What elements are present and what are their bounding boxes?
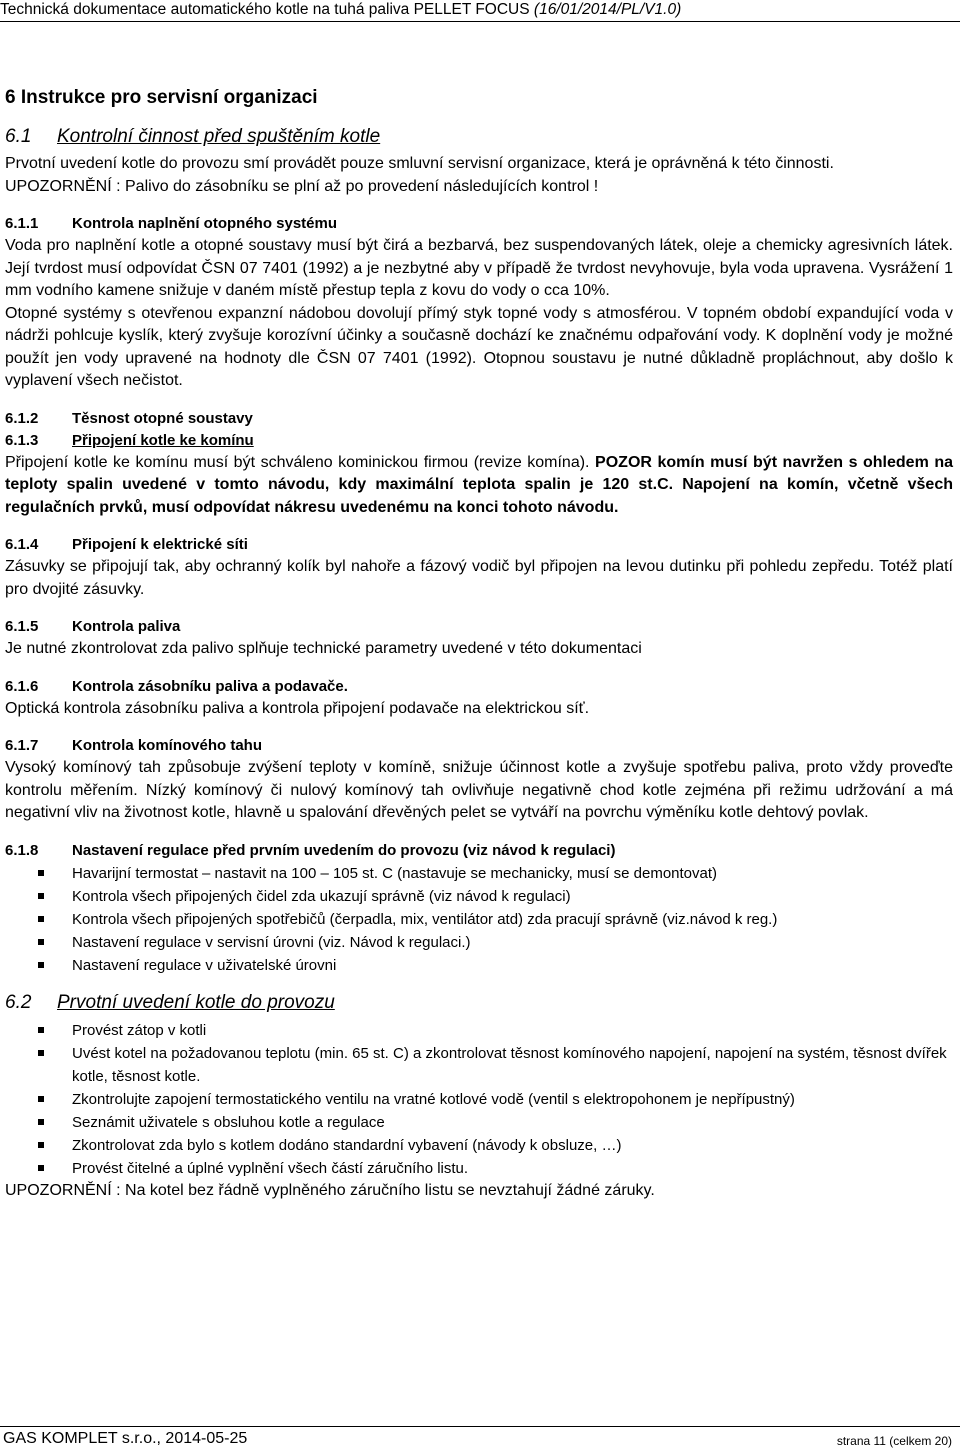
list-item: Zkontrolovat zda bylo s kotlem dodáno standardní vybavení (návody k obsluze, …): [5, 1134, 953, 1157]
list-item: Seznámit uživatele s obsluhou kotle a regulace: [5, 1111, 953, 1134]
section-title: Prvotní uvedení kotle do provozu: [57, 991, 335, 1013]
footer-page-number: strana 11 (celkem 20): [836, 1434, 952, 1448]
paragraph-fuel: Je nutné zkontrolovat zda palivo splňuje technické parametry uvedené v této dokumentaci: [5, 640, 642, 657]
section-number: 6.1.1: [5, 215, 39, 232]
section-title: Kontrolní činnost před spuštěním kotle: [57, 126, 381, 147]
section-6-1-4-heading: [5, 534, 953, 556]
section-6-1-5-heading: [5, 616, 953, 638]
page-footer: [0, 1426, 960, 1452]
section-title: Připojení k elektrické síti: [72, 536, 248, 553]
section-title: Kontrola komínového tahu: [72, 737, 263, 754]
section-number: 6.1.4: [5, 536, 39, 553]
section-6-heading: 6 Instrukce pro servisní organizaci: [5, 87, 318, 108]
list-item: Zkontrolujte zapojení termostatického ventilu na vratné kotlové vodě (ventil s elektropohonem je nepřípustný): [5, 1088, 953, 1111]
startup-list: [5, 1019, 953, 1180]
list-item: Nastavení regulace v servisní úrovni (viz. Návod k regulaci.): [5, 931, 953, 954]
paragraph-water: Voda pro naplnění kotle a otopné soustavy musí být čirá a bezbarvá, bez suspendovaných látek, oleje a chemicky agresivních látek. Její tvrdost musí odpovídat ČSN 07 7401 (1992) a je nezbytné aby v případě že tvrdost nevyhovuje, byla voda upravena. Vysrážení 1 mm vodního kamene snižuje v daném místě přestup tepla z kovu do vody o cca 10%.: [5, 237, 953, 299]
list-item: Nastavení regulace v uživatelské úrovni: [5, 954, 953, 977]
section-number: 6.1: [5, 126, 32, 147]
paragraph-warning: UPOZORNĚNÍ : Palivo do zásobníku se plní až po provedení následujících kontrol !: [5, 177, 599, 195]
section-number: 6.2: [5, 991, 32, 1013]
section-6-1-2-heading: [5, 408, 953, 430]
list-item: Uvést kotel na požadovanou teplotu (min. 65 st. C) a zkontrolovat těsnost komínového napojení, napojení na systém, těsnost dvířek kotle, těsnost kotle.: [5, 1042, 953, 1088]
section-number: 6.1.8: [5, 841, 39, 859]
list-item: Provést čitelné a úplné vyplnění všech částí záručního listu.: [5, 1157, 953, 1180]
list-item: Kontrola všech připojených čidel zda ukazují správně (viz návod k regulaci): [5, 885, 953, 908]
section-6-1-7-heading: [5, 735, 953, 757]
section-number: 6.1.5: [5, 618, 39, 635]
paragraph-warranty-warning: UPOZORNĚNÍ : Na kotel bez řádně vyplněného záručního listu se nevztahují žádné záruky.: [5, 1181, 655, 1199]
header-title: Technická dokumentace automatického kotle na tuhá paliva PELLET FOCUS: [0, 1, 530, 18]
section-6-1-8-heading: [5, 840, 953, 862]
document-content: [5, 80, 953, 1202]
footer-company: GAS KOMPLET s.r.o., 2014-05-25: [3, 1430, 248, 1447]
section-title: Kontrola zásobníku paliva a podavače.: [72, 677, 348, 695]
regulation-list: [5, 862, 953, 977]
section-number: 6.1.2: [5, 409, 39, 427]
section-title: Připojení kotle ke komínu: [72, 431, 254, 449]
section-6-1-6-heading: [5, 676, 953, 698]
paragraph-chimney: [5, 452, 953, 520]
list-item: Havarijní termostat – nastavit na 100 – 105 st. C (nastavuje se mechanicky, musí se demontovat): [5, 862, 953, 885]
section-6-2-heading: [5, 991, 953, 1015]
section-title: Nastavení regulace před prvním uvedením do provozu (viz návod k regulaci): [72, 841, 616, 859]
paragraph-expansion: Otopné systémy s otevřenou expanzní nádobou dovolují přímý styk topné vody s atmosférou. V topném období expandující voda v nádrži pohlcuje kyslík, který zvyšuje korozívní účinky a současně dochází ke značnému odpařování vody. K doplnění vody je možné použít jen vody upravené na hodnoty dle ČSN 07 7401 (1992). Otopnou soustavu je nutné důkladně propláchnout, aby došlo k vyplavení všech nečistot.: [5, 304, 953, 389]
list-item: Provést zátop v kotli: [5, 1019, 953, 1042]
section-6-1-1-heading: [5, 213, 953, 235]
section-number: 6.1.3: [5, 431, 39, 449]
paragraph-draft: Vysoký komínový tah způsobuje zvýšení teploty v komíně, snižuje účinnost kotle a zvyšuje spotřebu paliva, proto vždy proveďte kontrolu měřením. Nízký komínový či nulový komínový tah ovlivňuje negativně chod kotle zejména při režimu udržování a má negativní vliv na životnost kotle, hlavně u spalování dřevěných pelet se vytváří na povrchu výměníku kotle dehtový povlak.: [5, 759, 953, 821]
paragraph-hopper: Optická kontrola zásobníku paliva a kontrola připojení podavače na elektrickou síť.: [5, 699, 590, 717]
section-6-1-3-heading: [5, 430, 953, 452]
paragraph-intro: Prvotní uvedení kotle do provozu smí provádět pouze smluvní servisní organizace, která je oprávněná k této činnosti.: [5, 155, 834, 172]
section-number: 6.1.6: [5, 677, 39, 695]
section-title: Kontrola paliva: [72, 618, 181, 635]
chimney-text: Připojení kotle ke komínu musí být schváleno kominickou firmou (revize komína).: [5, 453, 590, 471]
chimney-warning: POZOR komín musí být navržen s ohledem na teploty spalin uvedené v tomto návodu, kdy maximální teplota spalin je 120 st.C. Napojení na komín, včetně všech regulačních prvků, musí odpovídat nákresu uvedenému na konci tohoto návodu.: [5, 453, 953, 516]
section-6-1-heading: [5, 125, 953, 149]
section-number: 6.1.7: [5, 737, 39, 754]
page-header: [0, 0, 960, 22]
section-title: Kontrola naplnění otopného systému: [72, 215, 338, 232]
header-version: (16/01/2014/PL/V1.0): [533, 1, 682, 18]
paragraph-electric: Zásuvky se připojují tak, aby ochranný kolík byl nahoře a fázový vodič byl připojen na levou dutinku při pohledu zepředu. Totéž platí pro dvojité zásuvky.: [5, 558, 953, 598]
list-item: Kontrola všech připojených spotřebičů (čerpadla, mix, ventilátor atd) zda pracují správně (viz.návod k reg.): [5, 908, 953, 931]
section-title: Těsnost otopné soustavy: [72, 409, 253, 427]
